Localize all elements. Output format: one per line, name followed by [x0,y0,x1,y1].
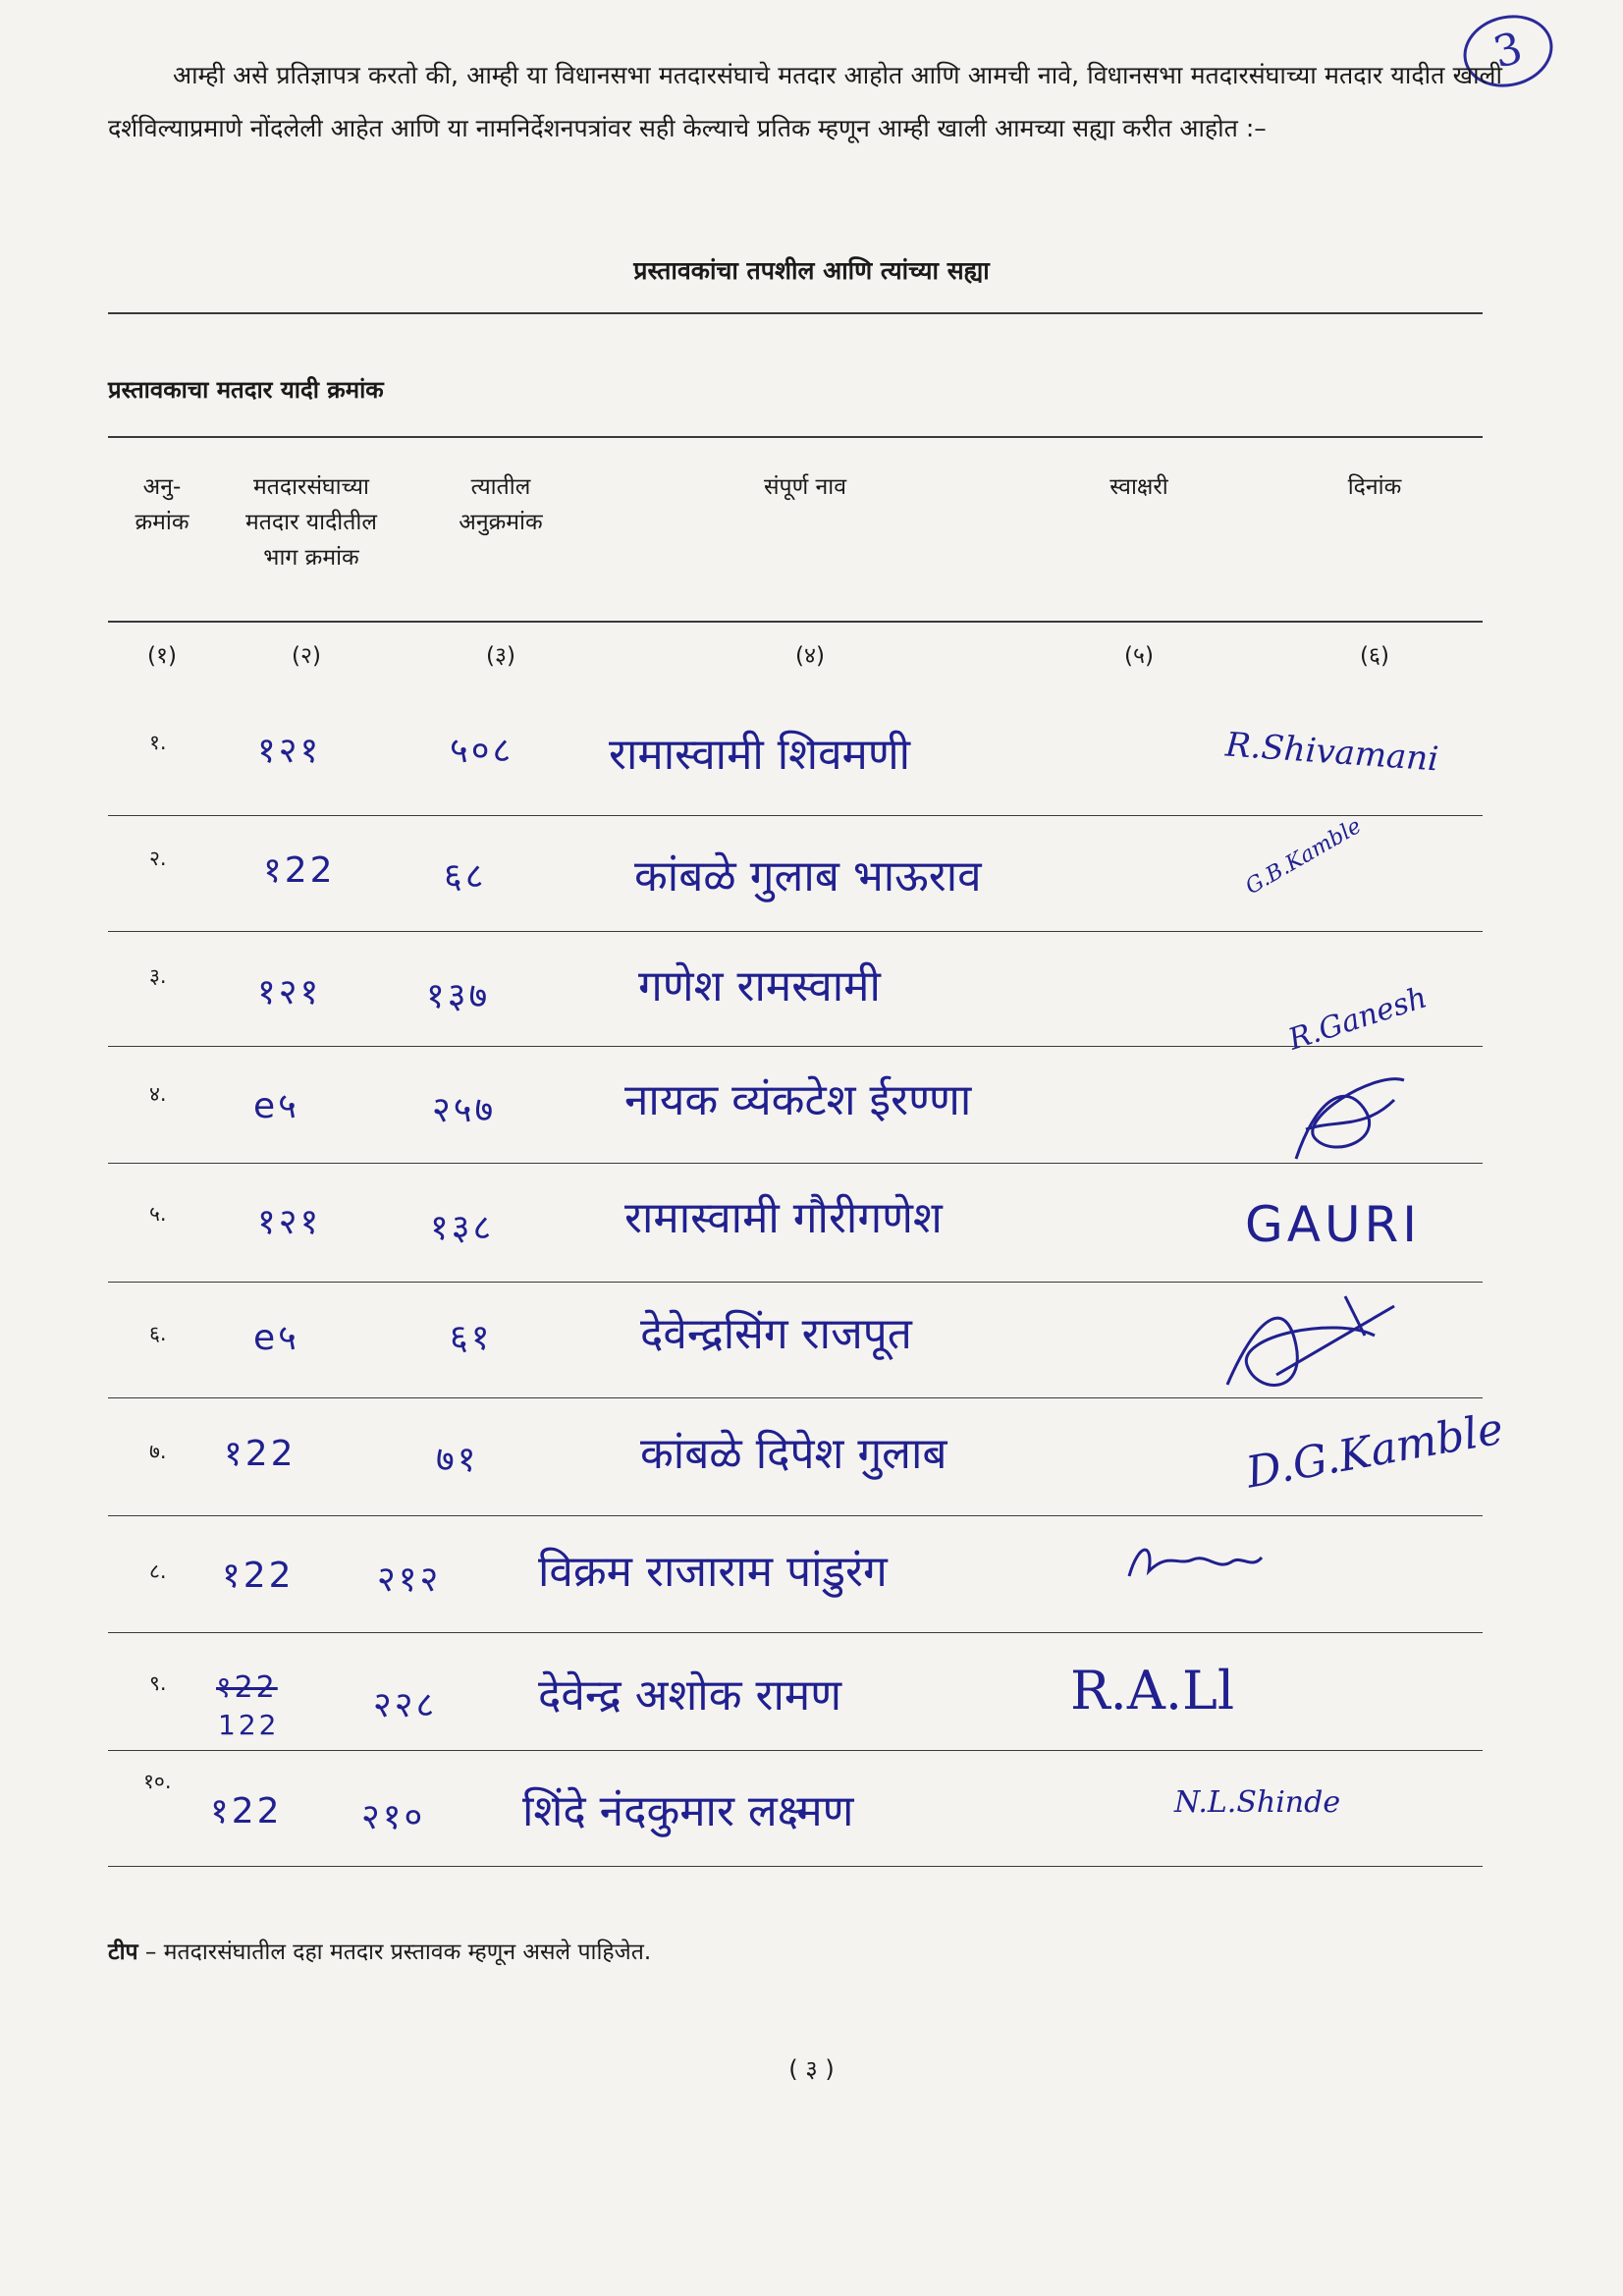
divider [108,436,1483,438]
row-serial: १०. [143,1770,172,1793]
signature: N.L.Shinde [1174,1785,1341,1820]
col-number: (५) [1124,643,1154,669]
declaration-text: आम्ही असे प्रतिज्ञापत्र करतो की, आम्ही या विधानसभा मतदारसंघाचे मतदार आहोत आणि आमची नावे, विधानसभा मतदारसंघाच्या मतदार यादीत खाली दर्शविल्याप्रमाणे नोंदलेली आहेत आणि या नामनिर्देशनपत्रांवर सही केल्याचे प्रतिक म्हणून आम्ही खाली आमच्या सह्या करीत आहोत :– [108,61,1502,142]
handwritten-full-name: विक्रम राजाराम पांडुरंग [538,1547,888,1597]
col-number: (४) [795,643,825,669]
handwritten-part-number: १22 [222,1556,295,1596]
footnote [108,1935,651,1966]
handwritten-full-name: गणेश रामस्वामी [638,961,881,1011]
handwritten-voter-serial: १३८ [430,1208,495,1248]
handwritten-voter-serial: ५०८ [450,731,514,771]
handwritten-part-number: १२१ [257,731,322,771]
handwritten-voter-serial: २१२ [377,1559,442,1600]
row-divider [108,1397,1483,1398]
handwritten-full-name: कांबळे दिपेश गुलाब [640,1429,947,1479]
row-serial: ६. [149,1322,167,1345]
row-serial: १. [149,731,167,754]
signature: GAURI [1245,1196,1422,1253]
handwritten-voter-serial: २२८ [373,1685,438,1725]
signature: R.Ganesh [1284,980,1432,1058]
handwritten-voter-serial: ६८ [444,856,487,897]
col-header-signature: स्वाक्षरी [1109,474,1168,500]
handwritten-voter-serial: ७१ [436,1440,479,1480]
handwritten-full-name: नायक व्यंकटेश ईरण्णा [624,1075,972,1125]
signature: R.A.Ll [1070,1660,1235,1722]
row-serial: २. [149,847,167,870]
page-number-mark: 3 [1456,6,1561,96]
signature-scribble [1217,1277,1414,1404]
handwritten-voter-serial: १३७ [426,976,491,1016]
handwritten-struck-part-number: १22 [216,1670,278,1705]
row-serial: ८. [149,1559,167,1583]
divider [108,621,1483,623]
col-number: (३) [486,643,515,669]
row-serial: ९. [149,1671,167,1695]
signature-scribble [1276,1041,1424,1178]
handwritten-part-number: e५ [253,1086,299,1126]
signature-scribble [1119,1532,1267,1591]
row-divider [108,1866,1483,1867]
handwritten-full-name: रामास्वामी गौरीगणेश [624,1193,943,1243]
handwritten-part-number: 122 [218,1709,280,1741]
row-divider [108,815,1483,816]
col-header-serial: अनु- क्रमांक [135,474,189,535]
row-serial: ४. [149,1082,167,1106]
col-header-voter-serial: त्यातील अनुक्रमांक [459,474,543,535]
divider [108,312,1483,314]
handwritten-part-number: १२१ [257,972,322,1012]
section-title: प्रस्तावकांचा तपशील आणि त्यांच्या सह्या [633,256,990,285]
footer-page-number: ( ३ ) [788,2055,835,2083]
row-serial: ७. [149,1440,167,1463]
voter-list-label: प्रस्तावकाचा मतदार यादी क्रमांक [108,376,384,404]
handwritten-full-name: देवेन्द्र अशोक रामण [538,1670,842,1721]
handwritten-part-number: १22 [224,1434,297,1474]
col-number: (२) [292,643,321,669]
handwritten-part-number: e५ [253,1318,299,1358]
row-divider [108,931,1483,932]
signature: G.B.Kamble [1241,813,1366,901]
handwritten-voter-serial: २५७ [432,1090,497,1130]
handwritten-part-number: १22 [263,850,336,891]
row-divider [108,1515,1483,1516]
row-divider [108,1632,1483,1633]
col-header-part-number: मतदारसंघाच्या मतदार यादीतील भाग क्रमांक [245,474,377,571]
handwritten-full-name: देवेन्द्रसिंग राजपूत [640,1309,912,1359]
footnote-text: – मतदारसंघातील दहा मतदार प्रस्तावक म्हणून असले पाहिजेत. [137,1940,652,1965]
signature: D.G.Kamble [1242,1403,1507,1499]
handwritten-full-name: कांबळे गुलाब भाऊराव [634,851,982,902]
handwritten-part-number: १22 [210,1791,283,1831]
handwritten-voter-serial: २१० [361,1797,426,1837]
col-header-full-name: संपूर्ण नाव [763,474,847,500]
handwritten-full-name: शिंदे नंदकुमार लक्ष्मण [522,1786,854,1836]
row-divider [108,1163,1483,1164]
row-serial: ५. [149,1202,167,1226]
col-number: (६) [1360,643,1389,669]
row-divider [108,1750,1483,1751]
row-serial: ३. [149,964,167,988]
handwritten-full-name: रामास्वामी शिवमणी [609,730,911,780]
col-number: (१) [147,643,177,669]
footnote-label: टीप [108,1940,138,1965]
signature: R.Shivamani [1223,725,1440,780]
col-header-date: दिनांक [1347,474,1402,500]
handwritten-part-number: १२१ [257,1202,322,1242]
handwritten-voter-serial: ६१ [450,1318,493,1358]
